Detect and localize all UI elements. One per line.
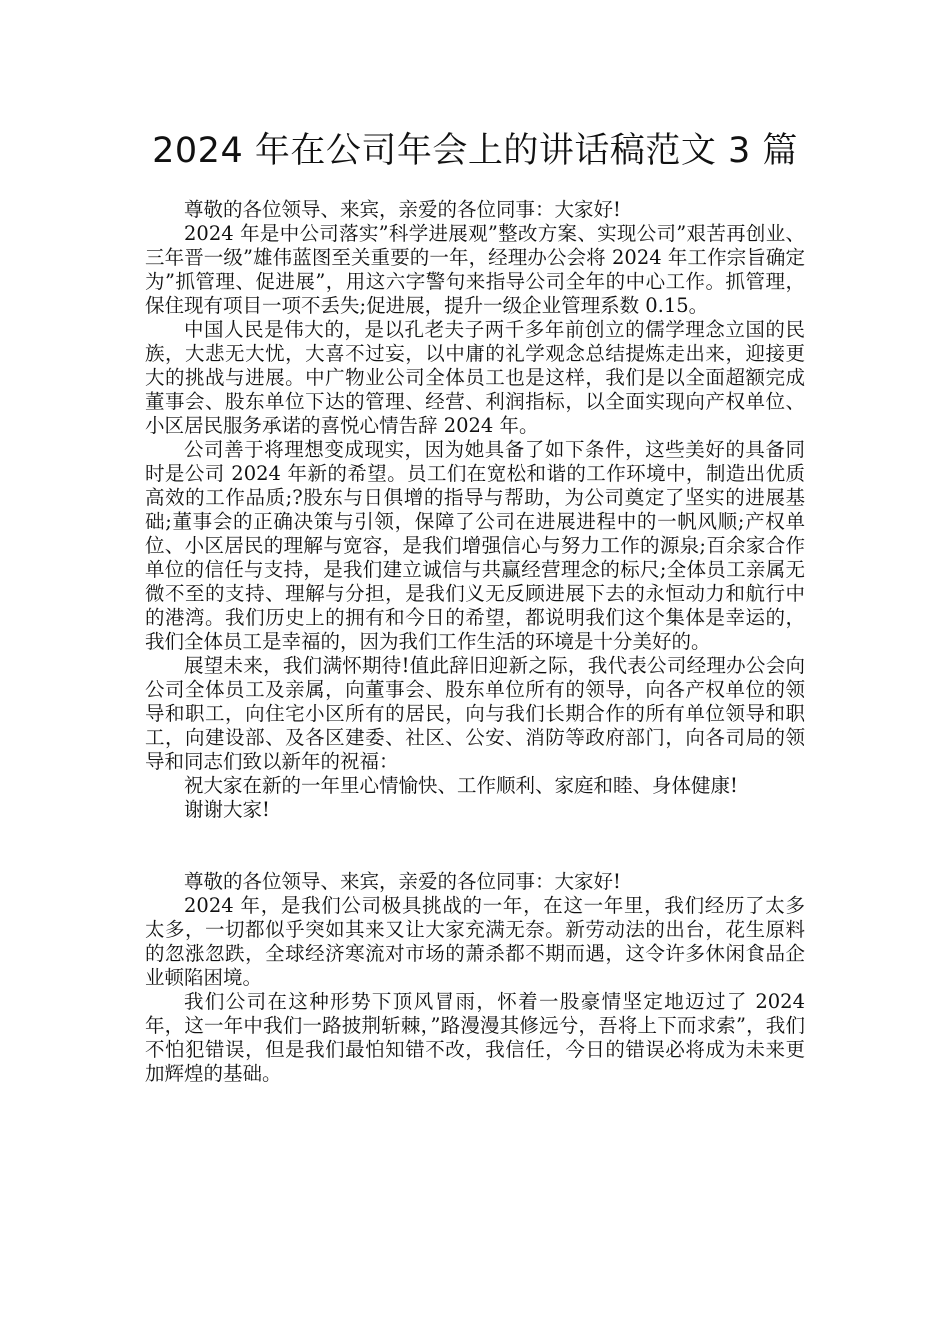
- speech-2-paragraph-3: 我们公司在这种形势下顶风冒雨，怀着一股豪情坚定地迈过了 2024 年，这一年中我们一路披荆斩棘，”路漫漫其修远兮，吾将上下而求索”，我们不怕犯错误，但是我们最怕知错不改，我信任，今日的错误必将成为未来更加辉煌的基础。: [145, 990, 805, 1085]
- speech-1-wishes: 祝大家在新的一年里心情愉快、工作顺利、家庭和睦、身体健康!: [184, 774, 738, 797]
- speech-2-paragraph-2: 2024 年，是我们公司极具挑战的一年，在这一年里，我们经历了太多太多，一切都似乎突如其来又让大家充满无奈。新劳动法的出台，花生原料的忽涨忽跌，全球经济寒流对市场的萧杀都不期而遇，这令许多休闲食品企业顿陷困境。: [145, 894, 805, 989]
- speech-1-paragraph-4: 公司善于将理想变成现实，因为她具备了如下条件，这些美好的具备同时是公司 2024 年新的希望。员工们在宽松和谐的工作环境中，制造出优质高效的工作品质;?股东与日俱增的指导与帮助，为公司奠定了坚实的进展基础;董事会的正确决策与引领，保障了公司在进展进程中的一帆风顺;产权单位、小区居民的理解与宽容，是我们增强信心与努力工作的源泉;百余家合作单位的信任与支持，是我们建立诚信与共赢经营理念的标尺;全体员工亲属无微不至的支持、理解与分担，是我们义无反顾进展下去的永恒动力和航行中的港湾。我们历史上的拥有和今日的希望，都说明我们这个集体是幸运的，我们全体员工是幸福的，因为我们工作生活的环境是十分美好的。: [145, 438, 805, 653]
- speech-1-paragraph-5: 展望未来，我们满怀期待!值此辞旧迎新之际，我代表公司经理办公会向公司全体员工及亲属，向董事会、股东单位所有的领导，向各产权单位的领导和职工，向住宅小区所有的居民，向与我们长期合作的所有单位领导和职工，向建设部、及各区建委、社区、公安、消防等政府部门，向各司局的领导和同志们致以新年的祝福：: [145, 654, 805, 773]
- speech-1: [145, 198, 805, 822]
- speech-1-paragraph-3: 中国人民是伟大的，是以孔老夫子两千多年前创立的儒学理念立国的民族，大悲无大忧，大喜不过妄，以中庸的礼学观念总结提炼走出来，迎接更大的挑战与进展。中广物业公司全体员工也是这样，我们是以全面超额完成董事会、股东单位下达的管理、经营、利润指标，以全面实现向产权单位、小区居民服务承诺的喜悦心情告辞 2024 年。: [145, 318, 805, 437]
- speech-1-paragraph-2: 2024 年是中公司落实”科学进展观”整改方案、实现公司”艰苦再创业、三年晋一级”雄伟蓝图至关重要的一年，经理办公会将 2024 年工作宗旨确定为”抓管理、促进展”，用这六字警句来指导公司全年的中心工作。抓管理，保住现有项目一项不丢失;促进展，提升一级企业管理系数 0.15。: [145, 222, 805, 317]
- speech-2: [145, 870, 805, 1086]
- speech-2-greeting: 尊敬的各位领导、来宾，亲爱的各位同事：大家好!: [184, 870, 621, 893]
- speech-1-closing: 谢谢大家!: [184, 798, 270, 821]
- speech-1-greeting: 尊敬的各位领导、来宾，亲爱的各位同事：大家好!: [184, 198, 621, 221]
- document-title: 2024 年在公司年会上的讲话稿范文 3 篇: [152, 131, 798, 171]
- document-page: [145, 0, 805, 1086]
